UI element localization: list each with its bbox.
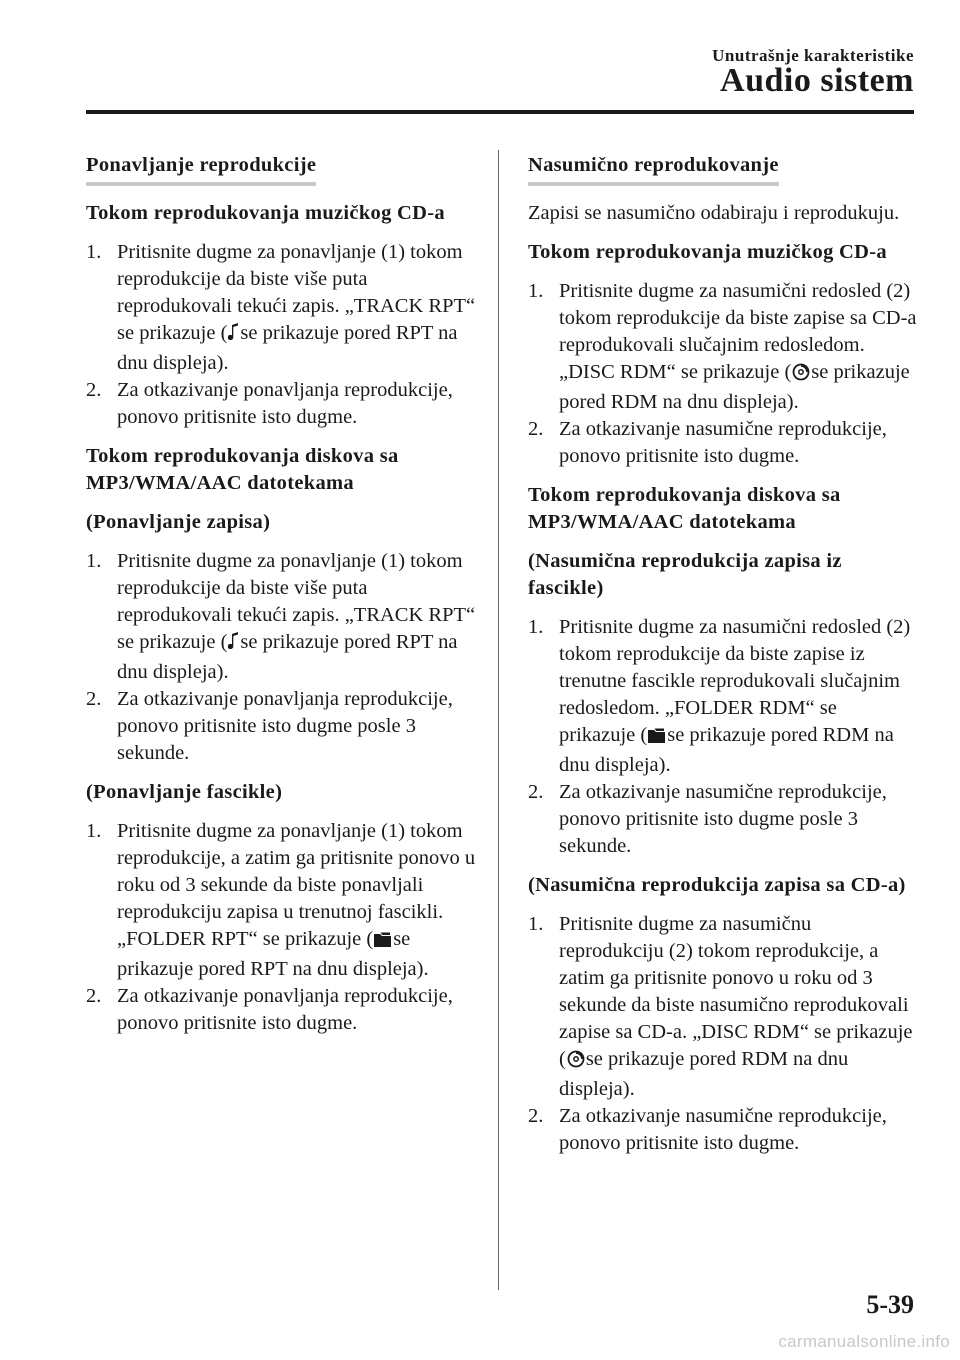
left-column: [86, 152, 478, 1049]
random-folder-steps: [528, 614, 918, 860]
list-item: 1. Pritisnite dugme za nasumičnu reprodukciju (2) tokom reprodukcije, a zatim ga pritisnite ponovo u roku od 3 sekunde da biste nasumično reprodukovali zapise sa CD-a. „DISC RDM“ se prikazuje ( se prikazuje pored RDM na dnu displeja).: [528, 913, 913, 1100]
disc-icon: [792, 362, 810, 389]
repeat-mp3-head: Tokom reprodukovanja diskova sa MP3/WMA/AAC datotekama: [86, 445, 399, 494]
repeat-cd-head: Tokom reprodukovanja muzičkog CD-a: [86, 202, 445, 224]
random-folder-head: (Nasumična reprodukcija zapisa iz fascikle): [528, 550, 842, 599]
repeat-cd-steps: [86, 239, 478, 431]
list-item: 2. Za otkazivanje nasumične reprodukcije, ponovo pritisnite isto dugme.: [528, 418, 887, 467]
random-title: Nasumično reprodukovanje: [528, 152, 779, 186]
list-item: 1. Pritisnite dugme za ponavljanje (1) tokom reprodukcije da biste više puta reprodukovali tekući zapis. „TRACK RPT“ se prikazuje ( se prikazuje pored RPT na dnu displeja).: [86, 550, 476, 683]
music-note-icon: [228, 632, 239, 659]
page-number: 5-39: [866, 1290, 914, 1319]
list-item: 2. Za otkazivanje nasumične reprodukcije, ponovo pritisnite isto dugme posle 3 sekunde.: [528, 781, 887, 857]
random-intro: Zapisi se nasumično odabiraju i reprodukuju.: [528, 202, 900, 224]
random-cd-steps: [528, 278, 918, 470]
random-disc-head: (Nasumična reprodukcija zapisa sa CD-a): [528, 874, 906, 896]
repeat-folder-steps: [86, 818, 478, 1037]
random-cd-head: Tokom reprodukovanja muzičkog CD-a: [528, 241, 887, 263]
list-item: 1. Pritisnite dugme za ponavljanje (1) tokom reprodukcije, a zatim ga pritisnite ponovo u roku od 3 sekunde da biste ponavljali reprodukciju zapisa u trenutnoj fascikli. „FOLDER RPT“ se prikazuje ( se prikazuje pored RPT na dnu displeja).: [86, 820, 476, 980]
list-item: 2. Za otkazivanje ponavljanja reprodukcije, ponovo pritisnite isto dugme.: [86, 379, 453, 428]
folder-icon: [374, 929, 392, 956]
list-item: 1. Pritisnite dugme za ponavljanje (1) tokom reprodukcije da biste više puta reprodukovali tekući zapis. „TRACK RPT“ se prikazuje ( se prikazuje pored RPT na dnu displeja).: [86, 241, 476, 374]
repeat-track-head: (Ponavljanje zapisa): [86, 511, 271, 533]
column-divider: [498, 150, 499, 1290]
right-column: [528, 152, 918, 1169]
repeat-track-steps: [86, 548, 478, 767]
random-mp3-head: Tokom reprodukovanja diskova sa MP3/WMA/AAC datotekama: [528, 484, 841, 533]
list-item: 2. Za otkazivanje ponavljanja reprodukcije, ponovo pritisnite isto dugme posle 3 sekunde.: [86, 688, 453, 764]
folder-icon: [648, 725, 666, 752]
chapter-label: Unutrašnje karakteristike: [712, 46, 914, 65]
disc-icon: [567, 1049, 585, 1076]
repeat-folder-head: (Ponavljanje fascikle): [86, 781, 283, 803]
list-item: 2. Za otkazivanje nasumične reprodukcije, ponovo pritisnite isto dugme.: [528, 1105, 887, 1154]
section-title: Audio sistem: [720, 62, 914, 99]
list-item: 1. Pritisnite dugme za nasumični redosled (2) tokom reprodukcije da biste zapise sa CD-a reprodukovali slučajnim redosledom. „DISC RDM“ se prikazuje ( se prikazuje pored RDM na dnu displeja).: [528, 280, 917, 413]
watermark: carmanualsonline.info: [778, 1332, 950, 1351]
music-note-icon: [228, 323, 239, 350]
list-item: 1. Pritisnite dugme za nasumični redosled (2) tokom reprodukcije da biste zapise iz trenutne fascikle reprodukovali slučajnim redosledom. „FOLDER RDM“ se prikazuje ( se prikazuje pored RDM na dnu displeja).: [528, 616, 911, 776]
repeat-title: Ponavljanje reprodukcije: [86, 152, 316, 186]
list-item: 2. Za otkazivanje ponavljanja reprodukcije, ponovo pritisnite isto dugme.: [86, 985, 453, 1034]
random-disc-steps: [528, 911, 918, 1157]
header-rule: [86, 110, 914, 114]
